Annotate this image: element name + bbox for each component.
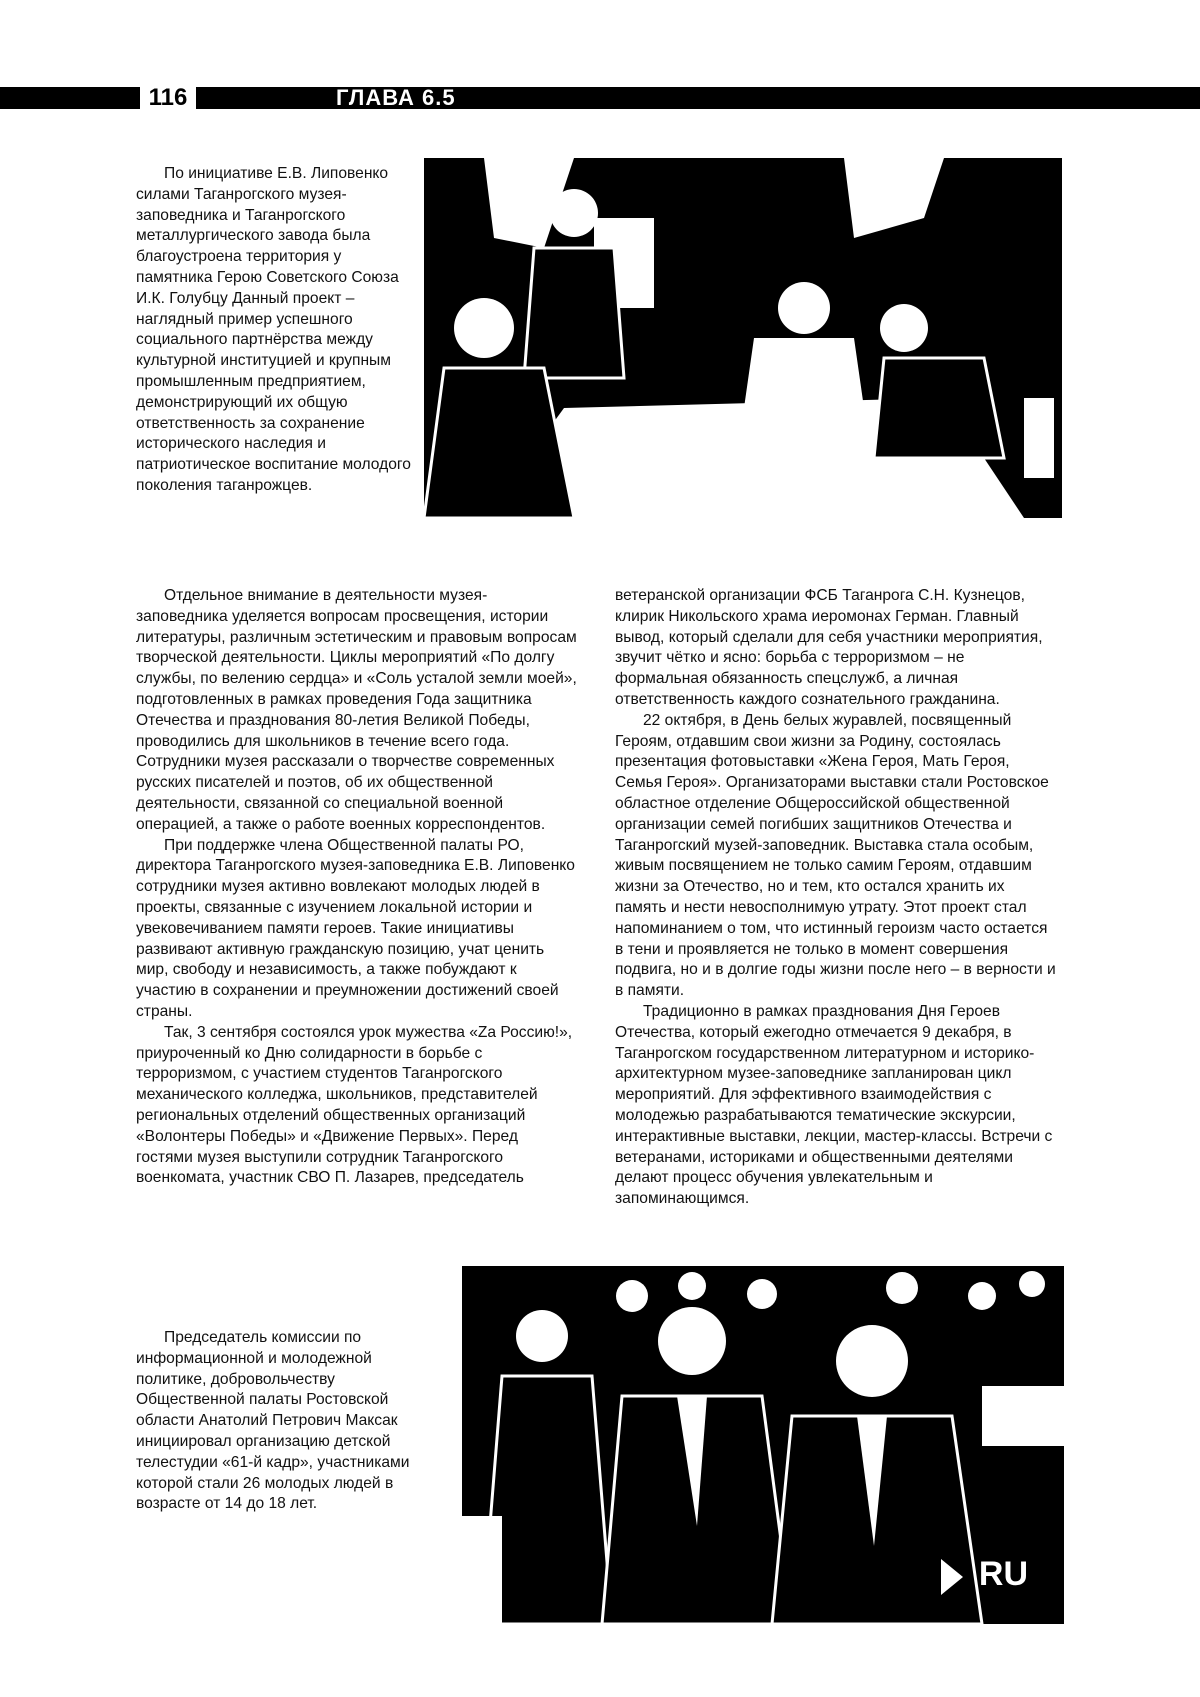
body-paragraph: Так, 3 сентября состоялся урок мужества «Zа Россию!», приуроченный ко Дню солидарности в борьбе с терроризмом, с участием студентов Таганрогского механического колледжа, школьников, представителей региональных отделений общественных организаций «Волонтеры Победы» и «Движение Первых». Перед гостями музея выступили сотрудник Таганрогского военкомата, участник СВО П. Лазарев, председатель: [136, 1023, 573, 1187]
page-number: 116: [140, 82, 196, 114]
audience-photo: [462, 1266, 1064, 1624]
body-paragraph: 22 октября, в День белых журавлей, посвященный Героям, отдавшим свои жизни за Родину, состоялась презентация фотовыставки «Жена Героя, Мать Героя, Семья Героя». Организаторами выставки стали Ростовское областное отделение Общероссийской общественной организации семей погибших защитников Отечества и Таганрогский музей-заповедник. Выставка стала особым, живым посвящением не только самим Героям, отдавшим жизни за Отечество, но и тем, кто остался хранить их память и нести невосполнимую утрату. Этот проект стал напоминанием о том, что истинный героизм часто остается в тени и проявляется не только в момент совершения подвига, но и в долгие годы жизни после него – в верности и в памяти.: [615, 711, 1056, 1000]
watermark-logo: [979, 1555, 1028, 1594]
meeting-photo: [424, 158, 1062, 518]
chapter-title: ГЛАВА 6.5: [336, 85, 456, 110]
photo2-caption-text: Председатель комиссии по информационной и молодежной политике, добровольчеству Общественной палаты Ростовской области Анатолий Петрович Максак инициировал организацию детской телестудии «61-й кадр», участниками которой стали 26 молодых людей в возрасте от 14 до 18 лет.: [136, 1329, 410, 1513]
watermark-chevron-icon: [941, 1559, 963, 1595]
body-paragraph-continued: ветеранской организации ФСБ Таганрога С.Н. Кузнецов, клирик Никольского храма иеромонах Герман. Главный вывод, который сделали для себя участники мероприятия, звучит чётко и ясно: борьба с терроризмом – не формальная обязанность спецслужб, а личная ответственность каждого сознательного гражданина.: [615, 587, 1043, 708]
body-left-column: [136, 586, 578, 1189]
meeting-photo-illustration: [424, 158, 1062, 518]
body-paragraph: Отдельное внимание в деятельности музея-заповедника уделяется вопросам просвещения, истории литературы, различным эстетическим и правовым вопросам творческой деятельности. Циклы мероприятий «По долгу службы, по велению сердца» и «Соль усталой земли моей», подготовленных в рамках проведения Года защитника Отечества и празднования 80-летия Великой Победы, проводились для школьников в течение всего года. Сотрудники музея рассказали о творчестве современных русских писателей и поэтов, об их общественной деятельности, связанной со специальной военной операцией, а также о работе военных корреспондентов.: [136, 587, 577, 833]
photo1-caption: [136, 164, 418, 497]
audience-photo-illustration: [462, 1266, 1064, 1624]
photo2-caption: [136, 1328, 418, 1515]
body-paragraph: При поддержке члена Общественной палаты РО, директора Таганрогского музея-заповедника Е.В. Липовенко сотрудники музея активно вовлекают молодых людей в проекты, связанные с изучением локальной истории и увековечиванием памяти героев. Такие инициативы развивают активную гражданскую позицию, учат ценить мир, свободу и независимость, а также побуждают к участию в сохранении и преумножении достижений своей страны.: [136, 836, 575, 1020]
body-right-column: [615, 586, 1057, 1210]
watermark-text: RU: [978, 1555, 1028, 1593]
photo1-caption-text: По инициативе Е.В. Липовенко силами Таганрогского музея-заповедника и Таганрогского металлургического завода была благоустроена территория у памятника Герою Советского Союза И.К. Голубцу Данный проект – наглядный пример успешного социального партнёрства между культурной институцией и крупным промышленным предприятием, демонстрирующий их общую ответственность за сохранение исторического наследия и патриотическое воспитание молодого поколения таганрожцев.: [136, 165, 411, 494]
body-paragraph: Традиционно в рамках празднования Дня Героев Отечества, который ежегодно отмечается 9 декабря, в Таганрогском государственном литературном и историко-архитектурном музее-заповеднике запланирован цикл мероприятий. Для эффективного взаимодействия с молодежью разрабатываются тематические экскурсии, интерактивные выставки, лекции, мастер-классы. Встречи с ветеранами, историками и общественными деятелями делают процесс обучения увлекательным и запоминающимся.: [615, 1002, 1053, 1208]
